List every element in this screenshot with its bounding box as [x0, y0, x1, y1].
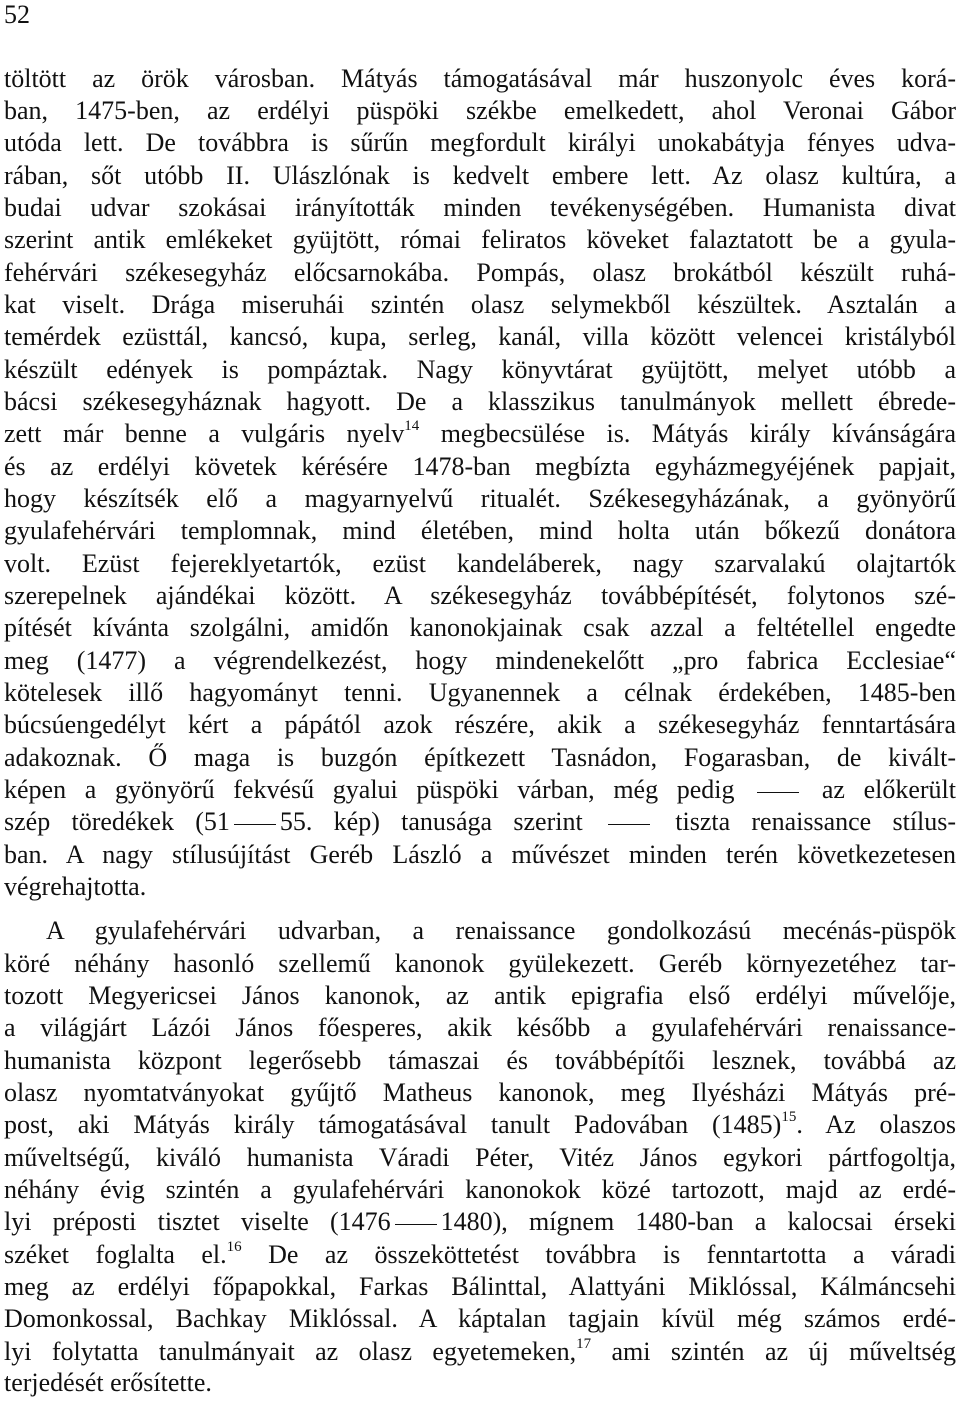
text-fragment: . Az olaszos — [796, 1110, 957, 1139]
text-fragment: ami szintén az új műveltség — [611, 1337, 956, 1366]
text-line: rában, sőt utóbb II. Ulászlónak is kedvelt embere lett. Az olasz kultúra, a — [4, 161, 956, 190]
text-line: A gyulafehérvári udvarban, a renaissance gondolkozású mecénás-püspök — [46, 916, 956, 945]
text-line: szerint antik emlékeket gyüjtött, római feliratos köveket falaztatott be a gyula- — [4, 225, 956, 254]
text-line: utóda lett. De továbbra is sűrűn megfordult királyi unokabátyja fényes udva- — [4, 128, 956, 157]
text-line — [4, 1239, 956, 1271]
text-line — [4, 1336, 956, 1368]
text-line: meg az erdélyi főpapokkal, Farkas Bálinttal, Alattyáni Miklóssal, Kálmáncsehi — [4, 1272, 956, 1301]
text-fragment: tiszta renaissance stílus- — [675, 807, 957, 836]
text-fragment: az előkerült — [821, 775, 957, 804]
text-line — [4, 418, 956, 450]
text-line: bácsi székesegyháznak hagyott. De a klasszikus tanulmányok mellett ébrede- — [4, 387, 956, 416]
text-line: budai udvar szokásai irányították minden tevékenységében. Humanista divat — [4, 193, 956, 222]
text-fragment: 1480), mígnem 1480-ban a kalocsai érseki — [440, 1207, 956, 1236]
text-fragment: zett már benne a vulgáris nyelv — [4, 419, 405, 448]
text-line: töltött az örök városban. Mátyás támogatásával már huszonyolc éves korá- — [4, 64, 956, 93]
text-line: ban. A nagy stílusújítást Geréb László a művészet minden terén következetesen — [4, 840, 956, 869]
text-line: köré néhány hasonló szellemű kanonok gyülekezett. Geréb környezetéhez tar- — [4, 949, 956, 978]
text-line: volt. Ezüst fejereklyetartók, ezüst kandeláberek, nagy szarvalakú olajtartók — [4, 549, 956, 578]
footnote-ref-14: 14 — [404, 418, 420, 434]
text-line: készült edények is pompáztak. Nagy könyvtárat gyüjtött, melyet utóbb a — [4, 355, 956, 384]
text-line: gyulafehérvári templomnak, mind életében, mind holta után bőkezű donátora — [4, 516, 956, 545]
text-fragment: képen a gyönyörű fekvésű gyalui püspöki várban, még pedig — [4, 775, 735, 804]
text-line — [4, 806, 956, 838]
text-line: adakoznak. Ő maga is buzgón építkezett Tasnádon, Fogarasban, de kivált- — [4, 743, 956, 772]
text-fragment: széket foglalta el. — [4, 1240, 227, 1269]
text-fragment: 55. kép) tanusága szerint — [279, 807, 583, 836]
text-line — [4, 1109, 956, 1141]
text-line: humanista központ legerősebb támaszai és továbbépítői lesznek, továbbá az — [4, 1046, 956, 1075]
text-line: és az erdélyi követek kérésére 1478-ban megbízta egyházmegyéjének papjait, — [4, 452, 956, 481]
footnote-ref-15: 15 — [781, 1109, 797, 1125]
text-line: temérdek ezüsttál, kancsó, kupa, serleg, kanál, villa között velencei kristályból — [4, 322, 956, 351]
text-line: kat viselt. Drága miseruhái szintén olasz selymekből készültek. Asztalán a — [4, 290, 956, 319]
text-line: végrehajtotta. — [4, 872, 147, 901]
em-dash-rule — [757, 792, 799, 793]
text-line: pítését kívánta szolgálni, amidőn kanonokjainak csak azzal a feltétellel engedte — [4, 613, 956, 642]
footnote-ref-16: 16 — [226, 1239, 242, 1255]
text-line: a világjárt Lázói János főesperes, akik később a gyulafehérvári renaissance- — [4, 1013, 956, 1042]
text-fragment: lyi folytatta tanulmányait az olasz egyetemeken, — [4, 1337, 577, 1366]
em-dash-rule — [395, 1224, 437, 1225]
text-line: ban, 1475-ben, az erdélyi püspöki székbe emelkedett, ahol Veronai Gábor — [4, 96, 956, 125]
text-fragment: post, aki Mátyás király támogatásával tanult Padovában (1485) — [4, 1110, 782, 1139]
text-line: olasz nyomtatványokat gyűjtő Matheus kanonok, meg Ilyésházi Mátyás pré- — [4, 1078, 956, 1107]
text-line: tozott Megyericsei János kanonok, az antik epigrafia első erdélyi művelője, — [4, 981, 956, 1010]
page-number: 52 — [4, 0, 30, 29]
text-line: néhány évig szintén a gyulafehérvári kanonokok közé tartozott, majd az erdé- — [4, 1175, 956, 1204]
text-line: fehérvári székesegyház előcsarnokába. Pompás, olasz brokátból készült ruhá- — [4, 258, 956, 287]
text-line: meg (1477) a végrendelkezést, hogy mindenekelőtt „pro fabrica Ecclesiae“ — [4, 646, 956, 675]
text-line: búcsúengedélyt kért a pápától azok részére, akik a székesegyház fenntartására — [4, 710, 956, 739]
text-line: hogy készítsék elő a magyarnyelvű ritualét. Székesegyházának, a gyönyörű — [4, 484, 956, 513]
text-line: szerepelnek ajándékai között. A székesegyház továbbépítését, folytonos szé- — [4, 581, 956, 610]
footnote-ref-17: 17 — [576, 1336, 592, 1352]
text-line: műveltségű, kiváló humanista Váradi Péter, Vitéz János egykori pártfogoltja, — [4, 1143, 956, 1172]
text-line — [4, 774, 956, 806]
text-line: terjedését erősítette. — [4, 1368, 212, 1397]
em-dash-rule — [608, 824, 650, 825]
text-line: kötelesek illő hagyományt tenni. Ugyanennek a célnak érdekében, 1485-ben — [4, 678, 956, 707]
text-fragment: szép töredékek (51 — [4, 807, 230, 836]
text-fragment: megbecsülése is. Mátyás király kívánságára — [440, 419, 956, 448]
text-fragment: De az összeköttetést továbbra is fenntartotta a váradi — [268, 1240, 957, 1269]
text-fragment: lyi préposti tisztet viselte (1476 — [4, 1207, 391, 1236]
text-line — [4, 1206, 956, 1238]
em-dash-rule — [234, 824, 276, 825]
text-line: Domonkossal, Bachkay Miklóssal. A káptalan tagjain kívül még számos erdé- — [4, 1304, 956, 1333]
